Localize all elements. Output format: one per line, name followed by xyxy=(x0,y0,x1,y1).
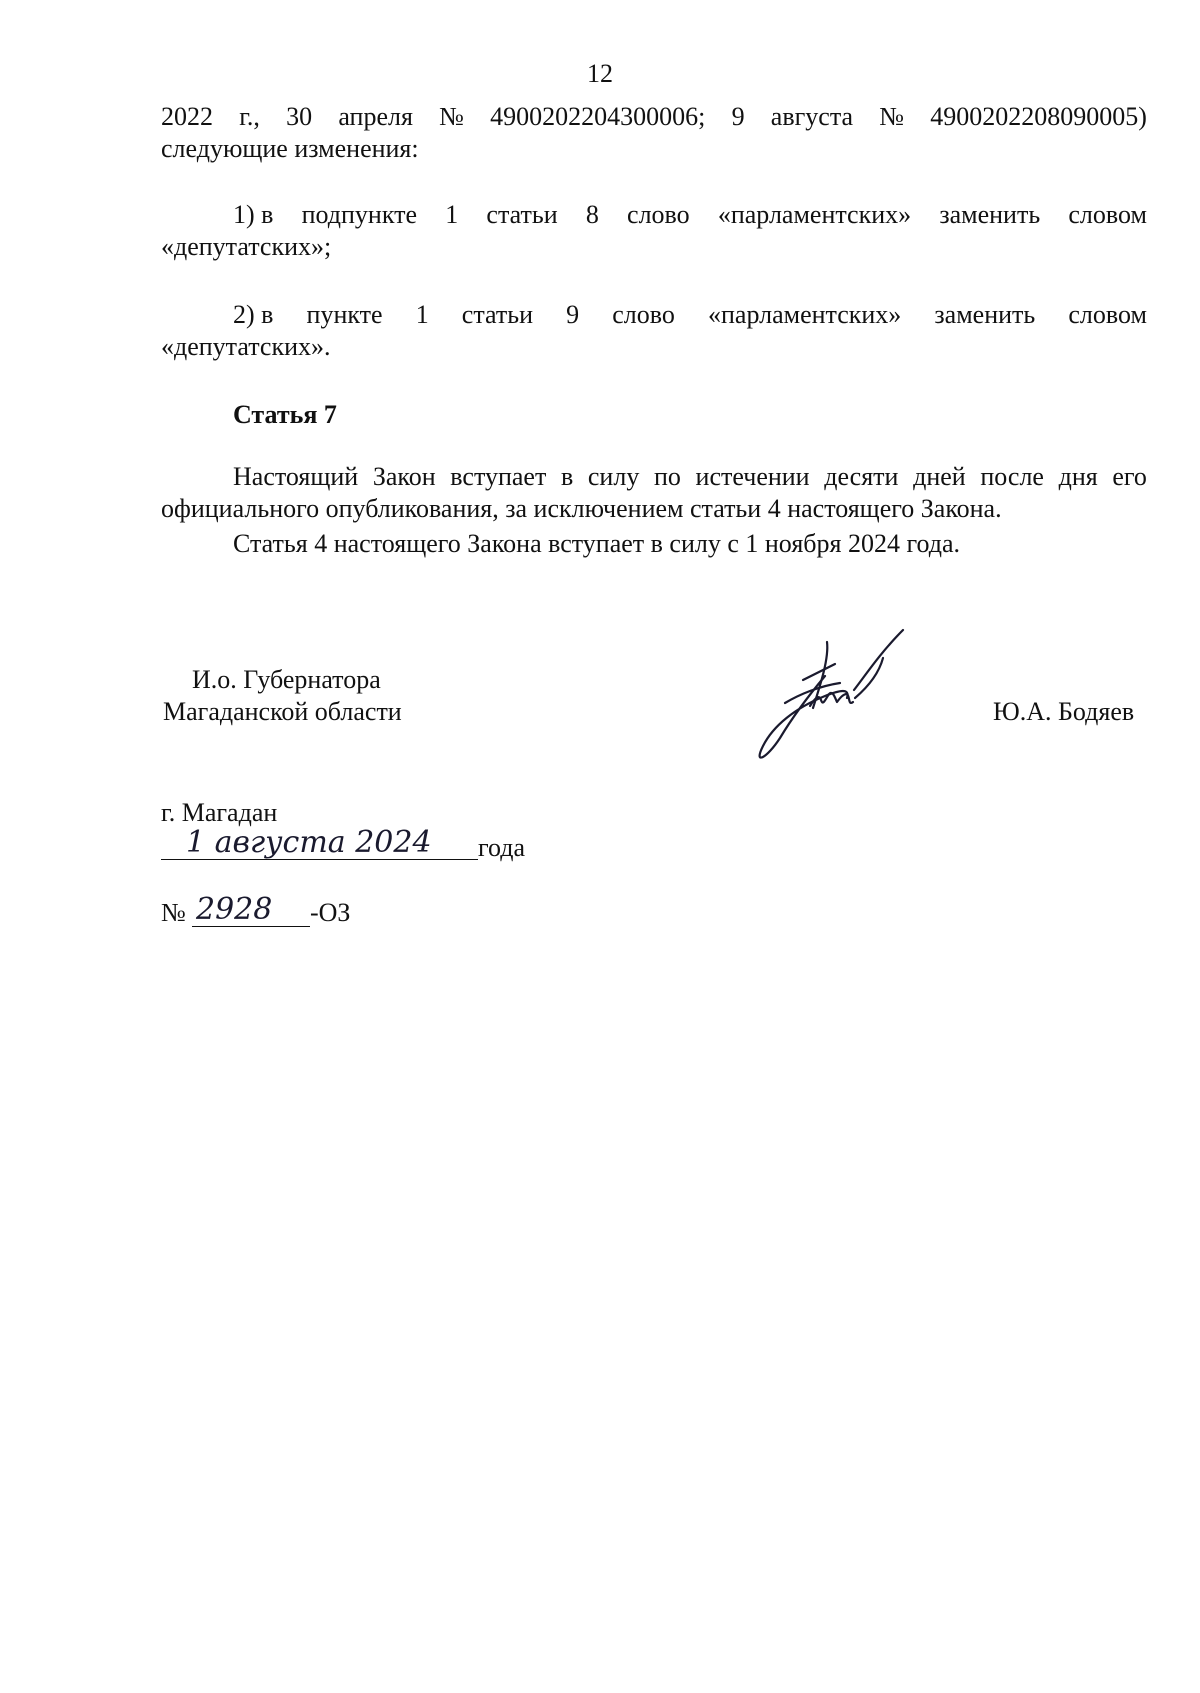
amendment-item-1-line-2: «депутатских»; xyxy=(161,232,332,261)
amendment-word: статьи xyxy=(461,300,534,329)
amendment-item-2-line-1 xyxy=(161,299,1147,331)
intro-word: № xyxy=(439,102,464,131)
intro-word: 4900202208090005) xyxy=(930,102,1147,131)
amendment-word: пункте xyxy=(306,300,383,329)
signer-name: Ю.А. Бодяев xyxy=(993,697,1135,726)
article-heading: Статья 7 xyxy=(233,400,337,429)
article-word: в xyxy=(560,462,574,491)
article-word: по xyxy=(653,462,681,491)
law-number-prefix: № xyxy=(161,898,186,927)
article-paragraph-1 xyxy=(161,461,1147,525)
intro-word: 4900202204300006; xyxy=(490,102,706,131)
signer-title-line-1: И.о. Губернатора xyxy=(192,665,381,694)
intro-word: 2022 xyxy=(161,102,213,131)
article-paragraph-1-line-2: официального опубликования, за исключением статьи 4 настоящего Закона. xyxy=(161,494,1002,523)
amendment-word: 9 xyxy=(566,300,580,329)
amendment-word: слово xyxy=(612,300,675,329)
article-word: десяти xyxy=(824,462,899,491)
intro-word: № xyxy=(879,102,905,131)
intro-word: апреля xyxy=(338,102,413,131)
intro-word: 30 xyxy=(286,102,313,131)
amendment-word: словом xyxy=(1068,300,1147,329)
article-word: вступает xyxy=(450,462,547,491)
amendment-item-1-line-1 xyxy=(161,199,1147,231)
amendment-word: подпункте xyxy=(301,200,418,229)
intro-word: г., xyxy=(239,102,260,131)
amendment-item-1 xyxy=(161,199,1147,263)
page-number: 12 xyxy=(587,59,613,88)
amendment-word: заменить xyxy=(939,200,1041,229)
intro-paragraph xyxy=(161,101,1147,165)
intro-word: августа xyxy=(770,102,854,131)
article-paragraph-1-line-1 xyxy=(161,461,1147,493)
amendment-word: 1 xyxy=(445,200,459,229)
article-word: после xyxy=(980,462,1044,491)
law-number-suffix: -ОЗ xyxy=(310,898,351,927)
amendment-word: заменить xyxy=(934,300,1036,329)
signer-title-line-2: Магаданской области xyxy=(163,697,402,726)
amendment-word: «парламентских» xyxy=(707,300,902,329)
intro-line-1 xyxy=(161,101,1147,133)
handwritten-law-number: 2928 xyxy=(196,892,273,927)
date-suffix: года xyxy=(478,833,526,862)
article-word: силу xyxy=(587,462,640,491)
amendment-word: статьи xyxy=(486,200,558,229)
intro-word: 9 xyxy=(731,102,745,131)
amendment-item-2 xyxy=(161,299,1147,363)
amendment-word: слово xyxy=(627,200,690,229)
amendment-word: 2) в xyxy=(233,300,274,329)
intro-line-2: следующие изменения: xyxy=(161,134,419,163)
article-word: истечении xyxy=(695,462,810,491)
article-word: дня xyxy=(1058,462,1098,491)
article-word: его xyxy=(1112,462,1147,491)
article-word: дней xyxy=(913,462,966,491)
handwritten-signature xyxy=(755,628,925,763)
amendment-word: 1 xyxy=(415,300,429,329)
amendment-word: 1) в xyxy=(233,200,274,229)
article-word: Закон xyxy=(372,462,436,491)
amendment-item-2-line-2: «депутатских». xyxy=(161,332,331,361)
article-word: Настоящий xyxy=(233,462,359,491)
amendment-word: словом xyxy=(1068,200,1147,229)
article-paragraph-2: Статья 4 настоящего Закона вступает в силу с 1 ноября 2024 года. xyxy=(233,529,960,558)
handwritten-date: 1 августа 2024 xyxy=(186,825,432,860)
city-label: г. Магадан xyxy=(161,798,278,827)
amendment-word: 8 xyxy=(585,200,599,229)
amendment-word: «парламентских» xyxy=(717,200,912,229)
